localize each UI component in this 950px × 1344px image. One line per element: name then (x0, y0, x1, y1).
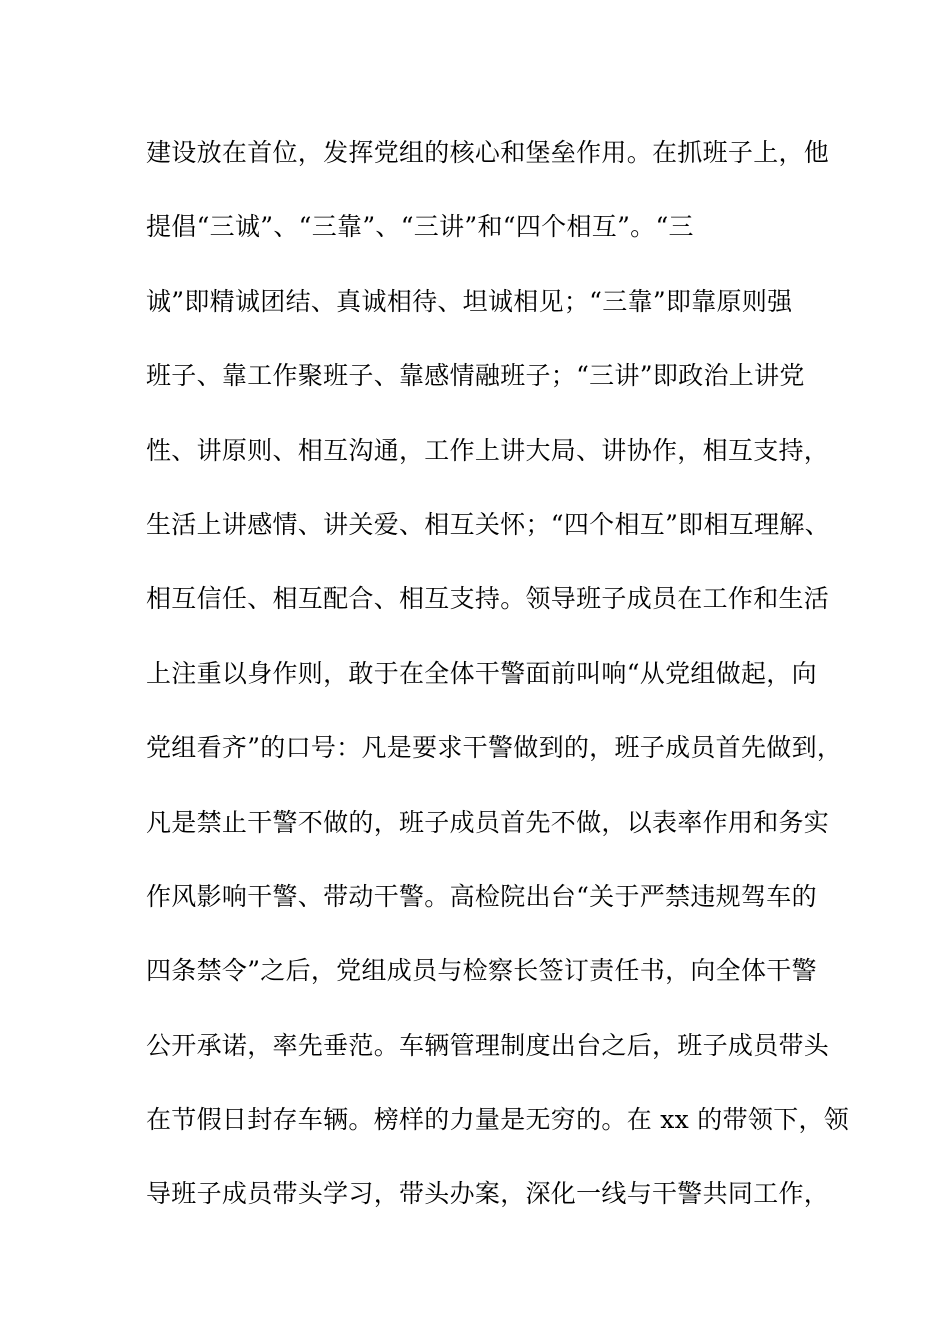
text-line: 提倡“三诚”、“三靠”、“三讲”和“四个相互”。“三 (146, 212, 694, 242)
text-line: 诚”即精诚团结、真诚相待、坦诚相见；“三靠”即靠原则强 (146, 286, 793, 316)
body-text (146, 133, 850, 1249)
text-line: 党组看齐”的口号：凡是要求干警做到的，班子成员首先做到， (146, 733, 843, 763)
text-line: 导班子成员带头学习，带头办案，深化一线与干警共同工作， (146, 1179, 830, 1209)
text-line: 上注重以身作则，敢于在全体干警面前叫响“从党组做起，向 (146, 658, 817, 688)
text-line: 凡是禁止干警不做的，班子成员首先不做，以表率作用和务实 (146, 807, 830, 837)
text-line: 公开承诺，率先垂范。车辆管理制度出台之后，班子成员带头 (146, 1030, 830, 1060)
text-line: 建设放在首位，发挥党组的核心和堡垒作用。在抓班子上，他 (146, 138, 830, 167)
text-line: 性、讲原则、相互沟通，工作上讲大局、讲协作，相互支持， (146, 435, 830, 465)
text-line: 作风影响干警、带动干警。高检院出台“关于严禁违规驾车的 (146, 881, 817, 911)
text-line: 班子、靠工作聚班子、靠感情融班子；“三讲”即政治上讲党 (146, 361, 805, 391)
text-line: 在节假日封存车辆。榜样的力量是无穷的。在 xx 的带领下，领 (146, 1105, 850, 1135)
text-line: 四条禁令”之后，党组成员与检察长签订责任书，向全体干警 (146, 956, 817, 986)
text-line: 生活上讲感情、讲关爱、相互关怀；“四个相互”即相互理解、 (146, 509, 830, 539)
text-line: 相互信任、相互配合、相互支持。领导班子成员在工作和生活 (146, 584, 830, 614)
